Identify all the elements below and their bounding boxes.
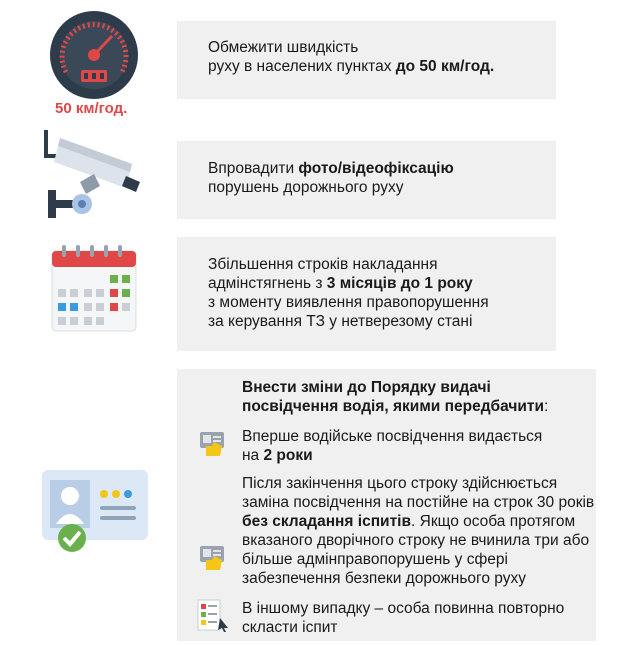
text-run: вказаного дворічного строку не вчинила три або [242, 532, 590, 549]
text-run: . Якщо особа протягом [411, 513, 576, 530]
text-run: Впровадити [208, 160, 299, 177]
traffic-camera-icon [44, 130, 144, 220]
exam-test-icon [196, 598, 230, 632]
text-run: адмінстягнень з [208, 275, 327, 292]
text-run: : [544, 398, 549, 415]
license-point-replacement [242, 474, 594, 588]
text-run: скласти іспит [242, 619, 338, 636]
text-run: Збільшення строків накладання [208, 256, 438, 273]
text-run: порушень дорожнього руху [208, 179, 404, 196]
id-card-hand-icon [200, 544, 226, 572]
text-run: з моменту виявлення правопорушення [208, 294, 489, 311]
license-point-retake [242, 599, 564, 637]
text-run: більше адмінправопорушень у сфері [242, 551, 508, 568]
text-run: за керування ТЗ у нетверезому стані [208, 313, 473, 330]
text-run-bold: до 50 км/год. [395, 58, 495, 75]
text-run: Обмежити швидкість [208, 39, 359, 56]
id-card-hand-icon [200, 430, 226, 458]
text-run-bold: Внести зміни до Порядку видачі [242, 379, 491, 396]
text-run-bold: посвідчення водія, якими передбачити [242, 398, 545, 415]
text-run: руху в населених пунктах [208, 58, 396, 75]
calendar-icon [50, 243, 138, 333]
text-run: Після закінчення цього строку здійснюється [242, 475, 558, 492]
text-run: забезпечення безпеки дорожнього руху [242, 570, 526, 587]
text-run: Вперше водійське посвідчення видається [242, 428, 543, 445]
license-heading [242, 378, 548, 416]
license-point-first [242, 427, 542, 465]
speed-limit-label: 50 км/год. [55, 100, 128, 117]
text-run-bold: 2 роки [263, 447, 313, 464]
text-run: В іншому випадку – особа повинна повторно [242, 600, 565, 617]
speedometer-icon [44, 10, 144, 100]
camera-text [208, 159, 454, 197]
speed-limit-text [208, 38, 494, 76]
text-run: заміна посвідчення на постійне на строк 30 років [242, 494, 595, 511]
text-run-bold: фото/відеофіксацію [298, 160, 454, 177]
driver-license-icon [42, 470, 152, 556]
text-run: на [242, 447, 264, 464]
text-run-bold: 3 місяців до 1 року [326, 275, 473, 292]
penalty-period-text [208, 255, 489, 331]
text-run-bold: без складання іспитів [242, 513, 412, 530]
